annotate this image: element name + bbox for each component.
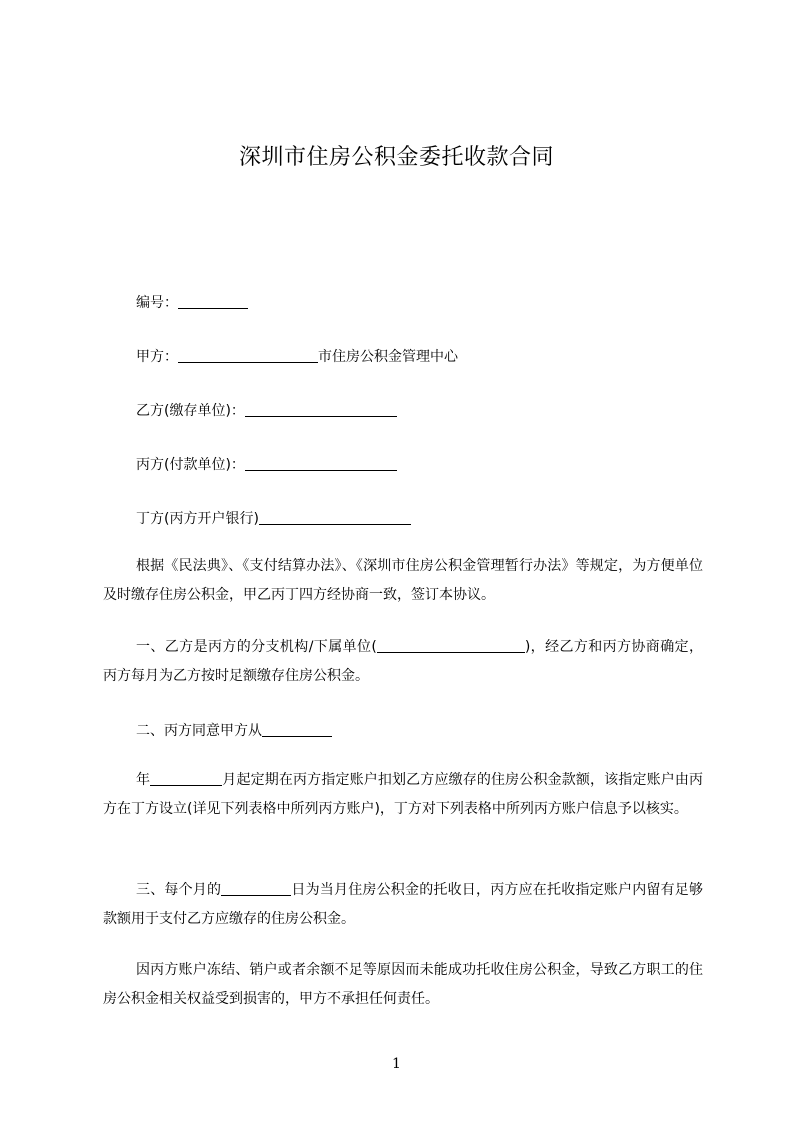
page-number: 1 xyxy=(392,1056,401,1072)
clause-3-text-a: 三、每个月的 xyxy=(136,882,222,898)
clause-1-text-b: )，经乙方和丙方协商确定，丙方每月为乙方按时足额缴存住房公积金。 xyxy=(103,639,703,684)
party-c-line xyxy=(136,454,397,474)
paragraph-liability xyxy=(103,956,703,1014)
party-b-line xyxy=(136,400,397,420)
clause-3-text-b: 日为当月住房公积金的托收日，丙方应在托收指定账户内留有足够款额用于支付乙方应缴存的住房公积金。 xyxy=(103,882,704,927)
contract-number-label: 编号： xyxy=(136,295,178,311)
clause-2-cont-year: 年 xyxy=(136,772,151,788)
clause-2-text: 二、丙方同意甲方从 xyxy=(136,723,262,739)
start-month-blank xyxy=(150,771,222,786)
collection-day-blank xyxy=(221,881,291,896)
party-d-blank xyxy=(259,510,411,525)
party-a-line xyxy=(136,346,458,366)
party-d-line xyxy=(136,508,411,528)
document-title: 深圳市住房公积金委托收款合同 xyxy=(238,145,554,170)
party-b-label: 乙方(缴存单位)： xyxy=(136,403,245,419)
clause-2-cont-body: 月起定期在丙方指定账户扣划乙方应缴存的住房公积金款额，该指定账户由丙方在丁方设立(详见下列表格中所列丙方账户)，丁方对下列表格中所列丙方账户信息予以核实。 xyxy=(103,772,704,817)
paragraph-basis-text: 根据《民法典》、《支付结算办法》、《深圳市住房公积金管理暂行办法》等规定，为方便单位及时缴存住房公积金，甲乙丙丁四方经协商一致，签订本协议。 xyxy=(103,558,703,603)
paragraph-clause-1 xyxy=(103,633,703,691)
party-a-blank xyxy=(178,348,318,363)
clause-3-text xyxy=(103,876,703,934)
party-c-blank xyxy=(245,456,397,471)
collection-start-blank xyxy=(262,722,332,737)
party-c-label: 丙方(付款单位)： xyxy=(136,457,245,473)
party-a-suffix: 市住房公积金管理中心 xyxy=(318,349,458,365)
clause-1-text-a: 一、乙方是丙方的分支机构/下属单位( xyxy=(136,639,377,655)
contract-number-blank xyxy=(178,294,248,309)
paragraph-clause-3 xyxy=(103,876,703,934)
subsidiary-name-blank xyxy=(377,638,525,653)
paragraph-liability-text: 因丙方账户冻结、销户或者余额不足等原因而未能成功托收住房公积金，导致乙方职工的住房公积金相关权益受到损害的，甲方不承担任何责任。 xyxy=(103,962,703,1007)
clause-1-text xyxy=(103,633,703,691)
party-d-label: 丁方(丙方开户银行) xyxy=(136,511,259,527)
clause-2-cont-text xyxy=(103,766,703,824)
party-b-blank xyxy=(245,402,397,417)
clause-2-line xyxy=(136,720,332,740)
party-a-label: 甲方： xyxy=(136,349,178,365)
paragraph-basis xyxy=(103,552,703,610)
contract-number-line xyxy=(136,292,248,312)
paragraph-clause-2-cont xyxy=(103,766,703,824)
